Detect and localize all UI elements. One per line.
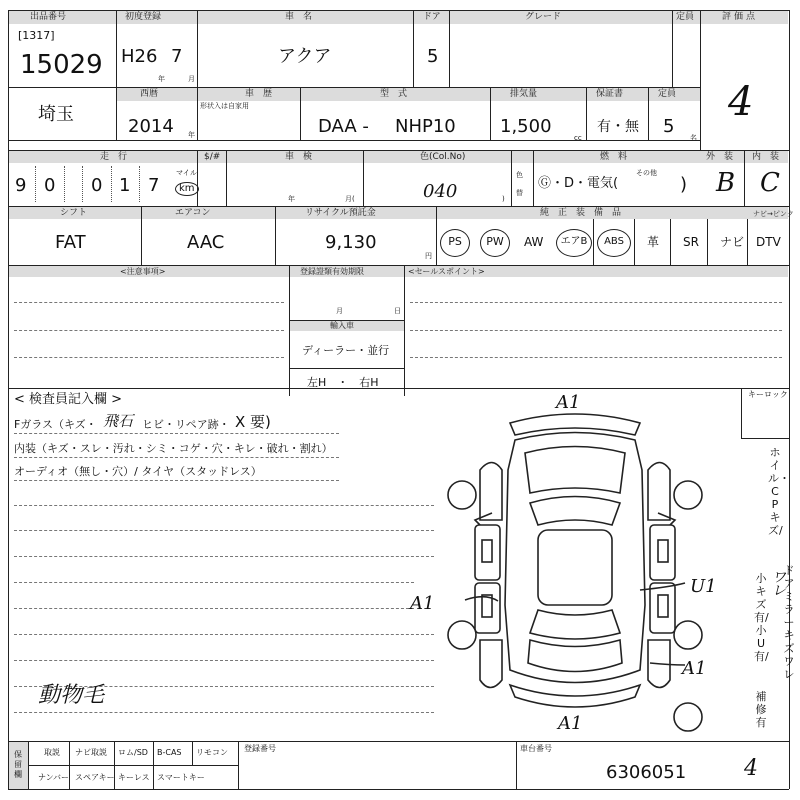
col-line [586,88,587,140]
side-note-col3: 小キズ有/小U有/ [754,572,769,663]
reg-day-unit: 日 [394,307,401,315]
col-line [511,151,512,206]
col-line [413,11,414,87]
model-label: 型 式 [380,89,408,99]
seats-label: 定員 [676,12,695,22]
col-line [69,742,70,789]
inspection-year-unit: 年 [288,195,295,203]
insp-line [14,712,434,713]
inspection-line1-suffix: X 要) [235,413,271,431]
col-line [28,742,29,789]
col-line [114,742,115,789]
note-line [14,302,284,303]
mileage-digit-4: 1 [119,175,131,196]
equip-aw: AW [524,235,544,249]
model-year-label: 西暦 [140,89,159,99]
chassis-label: 車台番号 [520,744,552,753]
car-name-label: 車 名 [285,12,313,22]
insp-line [14,457,339,458]
sales-point-label: <セールスポイント> [408,267,485,276]
col-line [747,219,748,265]
col-line [275,207,276,265]
digit-sep [111,166,112,202]
ac-value: AAC [187,232,225,253]
footer-corner-mark: 4 [744,756,758,781]
footer-top [8,741,789,742]
col-line [700,11,701,150]
col-line [490,88,491,140]
equip-ps-badge: PS [440,229,470,257]
footer-smart-key: スマートキー [157,773,205,782]
capacity: 5 [663,116,675,137]
color-change-1: 色 [516,171,523,179]
equip-pw-badge: PW [480,229,510,257]
shift-value: FAT [55,232,86,253]
inspection-handwritten-note: 動物毛 [38,683,105,708]
equipment-label: 純 正 装 備 品 [540,208,622,218]
insp-line [14,582,414,583]
interior-label: 内 装 [752,152,780,162]
model-year-unit: 年 [188,131,195,139]
exterior-label: 外 装 [706,152,734,162]
model-year: 2014 [128,116,174,137]
col-line [634,219,635,265]
capacity-unit: 名 [690,134,697,142]
digit-sep [139,166,140,202]
color-code: 040 [423,181,458,202]
warranty: 有・無 [597,119,639,135]
import-steering: 左H ・ 右H [307,376,379,389]
insp-line [14,660,434,661]
damage-mark-front: A1 [556,392,581,413]
equip-sunroof: SR [683,235,699,249]
first-reg-label: 初度登録 [125,12,162,22]
first-reg-month-unit: 月 [188,75,195,83]
lot-code: [1317] [18,29,55,42]
warranty-label: 保証書 [596,89,624,99]
mileage-unit-km: km [175,182,199,196]
side-note-col1: ホイル・CPキズ/ [768,446,790,537]
col-line [289,266,290,396]
model-prefix: DAA - [318,116,369,137]
notes-bottom [8,388,789,389]
damage-mark-right: U1 [690,576,717,597]
register-label: 登録番号 [244,744,276,753]
side-note-handwritten: ワレ [772,570,786,599]
lot-number: 15029 [20,50,103,80]
caution-label: <注意事項> [120,267,166,276]
row-line [8,150,700,151]
frame-bottom [8,789,789,790]
frame-left [8,10,9,789]
mileage-digit-5: 7 [148,175,160,196]
equip-airbag-badge: エアB [556,229,592,257]
digit-sep [35,166,36,202]
first-reg-era: H26 [121,46,158,67]
first-reg-month: 7 [171,46,183,67]
fuel-options: Ⓖ・D・電気( [538,176,619,191]
equip-abs-badge: ABS [597,229,631,257]
chassis-number: 6306051 [606,762,687,783]
inspection-line2: 内装（キズ・スレ・汚れ・シミ・コゲ・穴・キレ・破れ・割れ） [14,442,333,455]
lot-label: 出品番号 [30,12,67,22]
yen-unit: 円 [425,252,432,260]
inspection-line1-handwritten: 飛石 [103,412,134,430]
inspection-month-unit: 月( [345,195,355,203]
col-line [226,151,227,206]
footer-number: ナンバー [38,773,70,782]
car-name: アクア [278,46,332,67]
footer-spare-key: スペアキー [75,773,115,782]
note-line [410,330,782,331]
digit-sep [82,166,83,202]
header-band-4 [9,207,788,219]
row-line [741,438,789,439]
equip-leather: 革 [647,235,660,249]
import-label: 輸入車 [330,321,354,330]
side-note-col4: 補修有 [755,690,767,729]
capacity-label: 定員 [658,89,677,99]
col-line [741,388,742,438]
footer-rom-sd: ロム/SD [118,748,148,757]
equip-navi: ナビ [720,235,745,249]
col-line [516,742,517,789]
grade-label: グレード [525,12,562,22]
inspection-line1-prefix: Fガラス（キズ・ [14,418,97,431]
footer-left-label: 保留欄 [14,750,22,779]
mileage-digit-3: 0 [91,175,103,196]
row2-bottom [8,140,700,141]
header-band-1 [9,11,700,24]
shift-label: シフト [60,208,88,218]
recycle-value: 9,130 [325,232,377,253]
note-line [410,302,782,303]
mileage-unit-mile: マイル [176,169,197,177]
row-line [289,368,404,369]
keylock-label: キーロック [748,390,788,399]
damage-mark-rear-right: A1 [682,658,707,679]
col-line [648,88,649,140]
rating-value: 4 [728,79,754,125]
col-line [533,151,534,206]
col-line [197,11,198,87]
mileage-digit-2: 0 [44,175,56,196]
history-label: 車 歴 [245,89,273,99]
color-label: 色(Col.No) [420,152,466,162]
col-line [363,151,364,206]
insp-line [14,608,414,609]
color-close: ) [502,195,505,203]
insp-line [14,556,434,557]
rating-label: 評価点 [722,12,759,22]
history-note: 形状入は自家用 [200,102,249,110]
footer-bcas: B-CAS [157,748,182,757]
fuel-label: 燃 料 [600,152,628,162]
col-line [707,219,708,265]
import-dealer: ディーラー・並行 [302,344,390,357]
col-line [449,11,450,87]
digit-sep [64,166,65,202]
note-line [14,357,284,358]
col-line [116,11,117,140]
insp-line [14,530,434,531]
insp-line [14,480,339,481]
mileage-label: 走 行 [100,152,128,162]
damage-mark-left: A1 [410,593,435,614]
footer-keyless: キーレス [118,773,150,782]
prefecture: 埼玉 [38,104,74,125]
col-line [672,11,673,87]
footer-manual: 取説 [44,748,60,757]
fuel-close: ) [680,174,688,195]
col-line [192,742,193,765]
col-line [670,219,671,265]
registration-label: 登録證類有効期限 [300,267,364,276]
doors-label: ドア [423,12,441,22]
car-damage-diagram [430,392,720,740]
col-line [141,207,142,265]
doors: 5 [427,46,439,67]
interior-grade: C [760,168,780,198]
exterior-grade: B [716,168,736,198]
inspection-label: 車 検 [285,152,313,162]
mileage-digit-1: 9 [15,175,27,196]
col-line [404,266,405,396]
side-note-col2: ドアミラーキズワレ [783,564,795,681]
insp-line [14,634,434,635]
col-line [238,742,239,789]
cc-unit: cc [574,134,582,142]
footer-navi-manual: ナビ取説 [75,748,107,757]
first-reg-year-unit: 年 [158,75,165,83]
fuel-other-label: その他 [636,169,657,177]
note-line [410,357,782,358]
color-change-2: 替 [516,189,523,197]
col-line [593,219,594,265]
insp-line [14,505,434,506]
col-line [300,88,301,140]
ac-label: エアコン [175,208,211,218]
insp-line [14,433,339,434]
col-line [153,742,154,789]
equip-dtv: DTV [756,235,781,249]
reg-month-unit: 月 [336,307,343,315]
col-line [436,207,437,265]
col-line [197,151,198,206]
footer-remote: リモコン [196,748,228,757]
model-code: NHP10 [395,116,456,137]
col-line [744,151,745,206]
inspection-line1-mid: ヒビ・リペア跡・ [142,418,230,431]
damage-mark-rear: A1 [558,713,583,734]
displacement-label: 排気量 [510,89,538,99]
row-line [28,765,238,766]
col-line [197,88,198,140]
note-line [14,330,284,331]
displacement: 1,500 [500,116,552,137]
recycle-label: リサイクル預託金 [305,208,376,218]
inspection-title: < 検査員記入欄 > [14,392,123,407]
sharp-label: $/# [204,152,221,162]
equipment-extra-label: ナビ→ピンク [753,210,794,218]
inspection-line3: オーディオ（無し・穴）/ タイヤ（スタッドレス） [14,465,262,478]
